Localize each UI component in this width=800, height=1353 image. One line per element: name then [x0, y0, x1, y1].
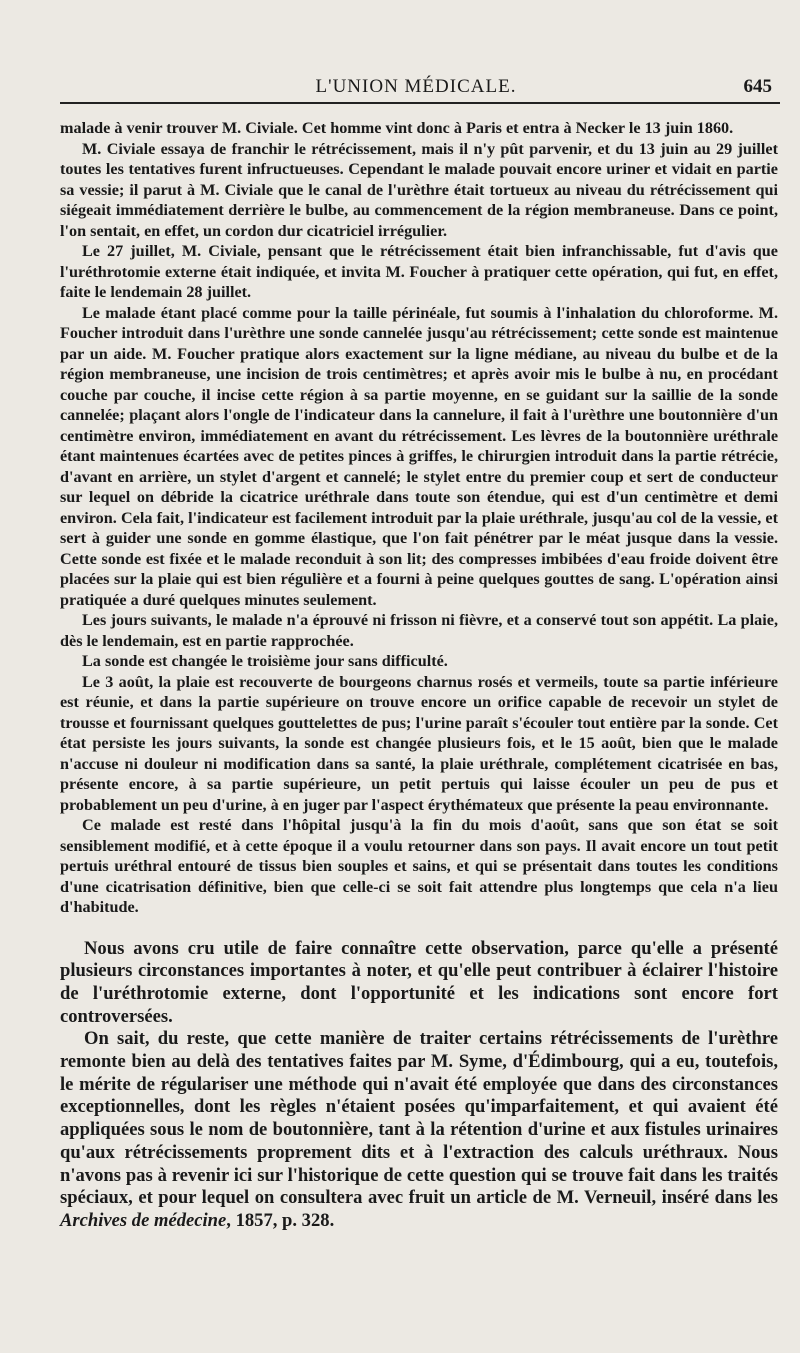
running-title: L'UNION MÉDICALE. — [315, 76, 517, 97]
paragraph: La sonde est changée le troisième jour sans difficulté. — [82, 652, 448, 670]
paragraph: Les jours suivants, le malade n'a éprouvé ni frisson ni fièvre, et a conservé tout son appétit. La plaie, dès le lendemain, est en partie rapprochée. — [60, 611, 778, 650]
page-body — [60, 118, 778, 1233]
text-span: On sait, du reste, que cette manière de traiter certains rétrécissements de l'urèthre remonte bien au delà des tentatives faites par M. Syme, d'Édimbourg, qui a eu, toutefois, le mérite de régulariser une méthode qui n'avait été employée que dans des circonstances exceptionnelles, dont les règles n'étaient posées qu'imparfaitement, et qui avaient été appliquées sous le nom de boutonnière, tant à la rétention d'urine et aux fistules urinaires qu'aux rétrécissements proprement dits et à l'extraction des calculs uréthraux. Nous n'avons pas à revenir ici sur l'historique de cette question qui se trouve fait dans les traités spéciaux, et pour lequel on consultera avec fruit un article de M. Verneuil, inséré dans les — [60, 1028, 778, 1209]
paragraph: Le malade étant placé comme pour la taille périnéale, fut soumis à l'inhalation du chloroforme. M. Foucher introduit dans l'urèthre une sonde cannelée jusqu'au rétrécissement; cette sonde est maintenue par un aide. M. Foucher pratique alors exactement sur la ligne médiane, au niveau du bulbe et de la région membraneuse, une incision de trois centimètres; et après avoir mis le bulbe à nu, en procédant couche par couche, il incise cette région à sa partie moyenne, en se guidant sur la saillie de la sonde cannelée; plaçant alors l'ongle de l'indicateur dans la cannelure, il fait à l'urèthre une boutonnière d'un centimètre environ, immédiatement en avant du rétrécissement. Les lèvres de la boutonnière uréthrale étant maintenues écartées avec de petites pinces à griffes, le chirurgien introduit dans la partie rétrécie, d'avant en arrière, un stylet d'argent et cannelé; le stylet entre du premier coup et sert de conducteur sur lequel on débride la cicatrice uréthrale dans toute son étendue, qui est d'un centimètre et demi environ. Cela fait, l'indicateur est facilement introduit par la plaie uréthrale, jusqu'au col de la vessie, et sert à guider une sonde en gomme élastique, que l'on fait pénétrer par le méat jusque dans la vessie. Cette sonde est fixée et le malade reconduit à son lit; des compresses imbibées d'eau froide doivent être placées sur la plaie qui est bien régulière et a fourni à peine quelques gouttes de sang. L'opération ainsi pratiquée a duré quelques minutes seulement. — [60, 303, 778, 609]
text-span: , 1857, p. 328. — [226, 1209, 335, 1231]
commentary-section — [60, 938, 778, 1233]
journal-title: Archives de médecine — [60, 1209, 227, 1231]
paragraph: M. Civiale essaya de franchir le rétrécissement, mais il n'y pût parvenir, et du 13 juin au 29 juillet toutes les tentatives furent infructueuses. Cependant le malade pouvait encore uriner et vidait en partie sa vessie; il parut à M. Civiale que le canal de l'urèthre était tortueux au niveau du rétrécissement qui siégeait immédiatement derrière le bulbe, au commencement de la région membraneuse. Dans ce point, l'on sentait, en effet, un cordon dur cicatriciel irrégulier. — [60, 139, 778, 240]
page-header — [60, 76, 772, 102]
paragraph: Le 3 août, la plaie est recouverte de bourgeons charnus rosés et vermeils, toute sa partie inférieure est réunie, et dans la partie supérieure on trouve encore un orifice capable de recevoir un stylet de trousse et fournissant quelques gouttelettes de pus; l'urine paraît s'écouler tout entière par la sonde. Cet état persiste les jours suivants, la sonde est changée plusieurs fois, et le 15 août, bien que le malade n'accuse ni douleur ni modification dans sa santé, la plaie uréthrale, complétement cicatrisée en bas, présente encore, à sa partie supérieure, un petit pertuis qui laisse écouler un peu de pus et probablement un peu d'urine, à en juger par l'aspect érythémateux que présente la peau environnante. — [60, 672, 778, 814]
observation-section — [60, 118, 778, 918]
paragraph-last — [60, 1028, 778, 1232]
header-rule — [60, 102, 780, 104]
paragraph: Ce malade est resté dans l'hôpital jusqu'à la fin du mois d'août, sans que son état se soit sensiblement modifié, et à cette époque il a voulu retourner dans son pays. Il avait encore un tout petit pertuis uréthral entouré de tissus bien souples et sains, et qui se présentait dans toutes les conditions d'une cicatrisation définitive, bien que celle-ci se soit fait attendre plus longtemps que cela n'a lieu d'habitude. — [60, 816, 778, 916]
paragraph: Nous avons cru utile de faire connaître cette observation, parce qu'elle a présenté plusieurs circonstances importantes à noter, et qu'elle peut contribuer à éclairer l'histoire de l'uréthrotomie externe, dont l'opportunité et les indications sont encore fort controversées. — [60, 937, 778, 1027]
page-number: 645 — [743, 76, 772, 97]
paragraph: Le 27 juillet, M. Civiale, pensant que le rétrécissement était bien infranchissable, fut d'avis que l'uréthrotomie externe était indiquée, et invita M. Foucher à pratiquer cette opération, qui fut, en effet, faite le lendemain 28 juillet. — [60, 242, 778, 301]
paragraph: malade à venir trouver M. Civiale. Cet homme vint donc à Paris et entra à Necker le 13 juin 1860. — [60, 119, 734, 137]
